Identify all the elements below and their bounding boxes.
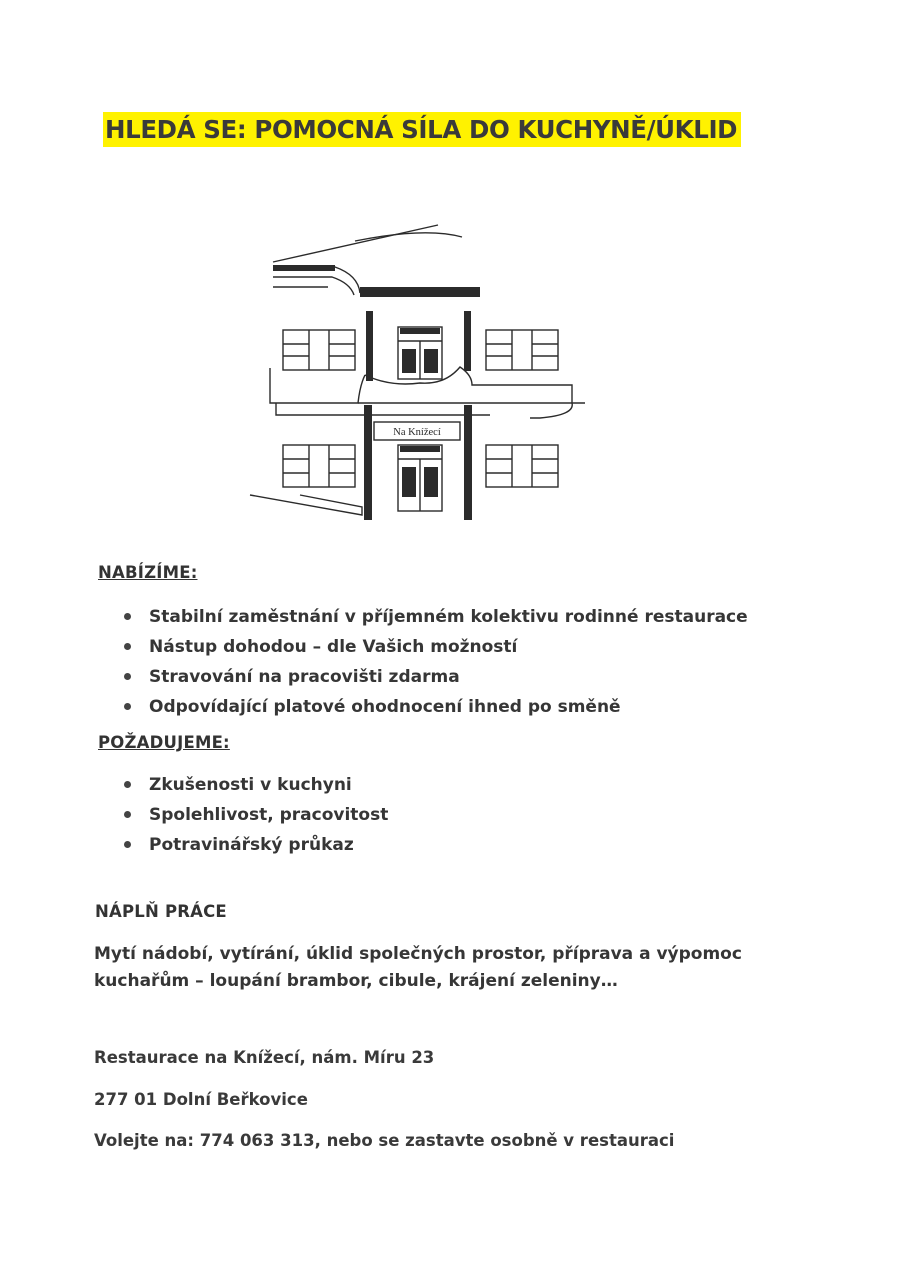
restaurant-building-logo <box>240 215 585 525</box>
list-item: Potravinářský průkaz <box>124 832 388 862</box>
logo-sign-text: Na Knížecí <box>393 427 441 438</box>
require-heading: POŽADUJEME: <box>98 733 230 752</box>
work-line-2: kuchařům – loupání brambor, cibule, krájení zeleniny… <box>94 971 618 991</box>
list-item: Stabilní zaměstnání v příjemném kolektivu rodinné restaurace <box>124 604 748 634</box>
bullet-icon <box>124 841 131 848</box>
poster-title: HLEDÁ SE: POMOCNÁ SÍLA DO KUCHYNĚ/ÚKLID <box>103 112 741 147</box>
bullet-icon <box>124 811 131 818</box>
bullet-icon <box>124 781 131 788</box>
work-line-1: Mytí nádobí, vytírání, úklid společných prostor, příprava a výpomoc <box>94 944 742 964</box>
bullet-icon <box>124 703 131 710</box>
list-item: Zkušenosti v kuchyni <box>124 772 388 802</box>
offer-heading: NABÍZÍME: <box>98 563 198 582</box>
list-item: Stravování na pracovišti zdarma <box>124 664 748 694</box>
bullet-icon <box>124 613 131 620</box>
work-heading: NÁPLŇ PRÁCE <box>95 902 227 921</box>
bullet-icon <box>124 643 131 650</box>
work-description <box>94 941 742 995</box>
contact-address: Restaurace na Knížecí, nám. Míru 23 <box>94 1048 435 1067</box>
list-item: Odpovídající platové ohodnocení ihned po směně <box>124 694 748 724</box>
bullet-icon <box>124 673 131 680</box>
require-list <box>124 772 388 862</box>
contact-city: 277 01 Dolní Beřkovice <box>94 1090 308 1109</box>
offer-list <box>124 604 748 724</box>
list-item: Nástup dohodou – dle Vašich možností <box>124 634 748 664</box>
contact-phone: Volejte na: 774 063 313, nebo se zastavte osobně v restauraci <box>94 1131 675 1150</box>
list-item: Spolehlivost, pracovitost <box>124 802 388 832</box>
